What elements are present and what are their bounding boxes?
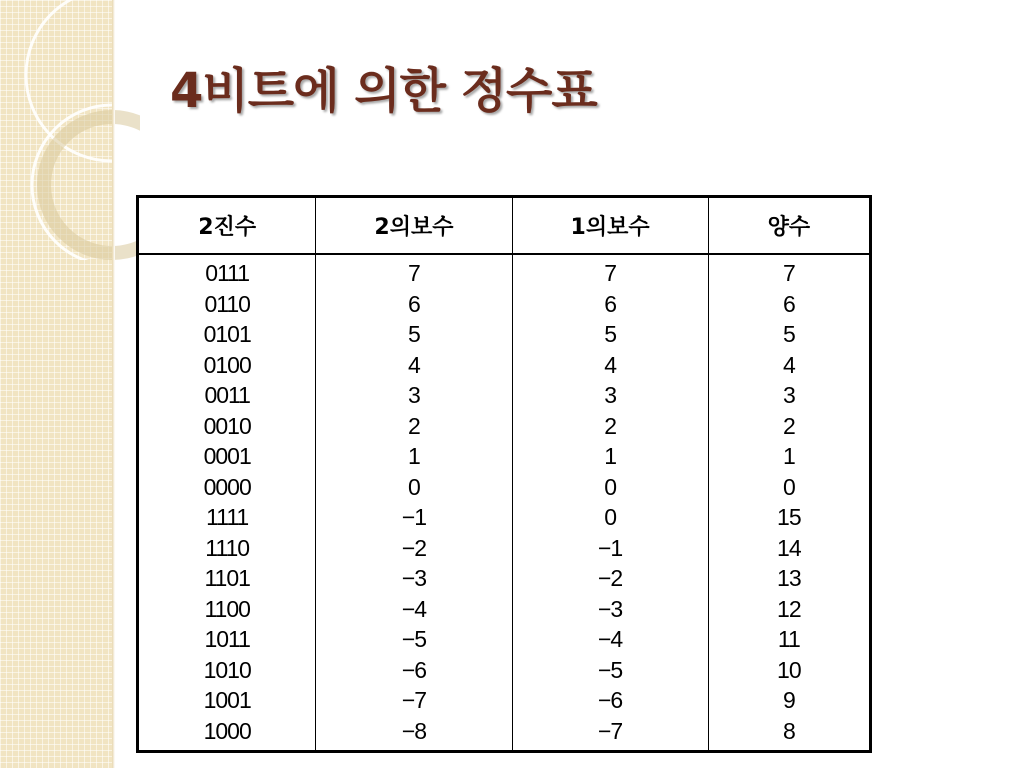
table-cell: 1000 bbox=[203, 717, 251, 744]
table-cell: 8 bbox=[782, 717, 795, 744]
table-cell: 6 bbox=[604, 290, 616, 317]
table-cell: 4 bbox=[408, 351, 420, 378]
table-cell: 0001 bbox=[203, 443, 251, 469]
table-cell: 0010 bbox=[203, 412, 251, 439]
table-cell: 4 bbox=[782, 351, 795, 378]
table-cell: 6 bbox=[782, 290, 795, 317]
decorative-side-panel bbox=[0, 0, 112, 768]
table-cell: 7 bbox=[408, 260, 420, 286]
header-binary: 2진수 bbox=[138, 197, 316, 255]
table-cell: 7 bbox=[604, 260, 616, 286]
table-cell: −5 bbox=[597, 656, 623, 683]
table-cell: 0 bbox=[604, 473, 616, 500]
table-cell: 2 bbox=[604, 412, 616, 439]
table-cell: 10 bbox=[777, 656, 801, 683]
table-cell: 9 bbox=[782, 687, 795, 713]
binary-column bbox=[138, 254, 316, 752]
table-cell: −3 bbox=[597, 595, 623, 622]
table-cell: −5 bbox=[401, 626, 427, 652]
table-cell: 3 bbox=[782, 382, 795, 408]
table-cell: 14 bbox=[777, 534, 801, 561]
table-cell: 0100 bbox=[203, 351, 251, 378]
twos-complement-column bbox=[316, 254, 512, 752]
table-cell: 0000 bbox=[203, 473, 251, 500]
decorative-circles bbox=[0, 0, 140, 260]
table-cell: −6 bbox=[401, 656, 427, 683]
table-cell: 3 bbox=[604, 382, 616, 408]
table-cell: −7 bbox=[401, 687, 427, 713]
unsigned-column bbox=[708, 254, 870, 752]
table-cell: −1 bbox=[597, 534, 623, 561]
table-cell: 4 bbox=[604, 351, 616, 378]
header-row bbox=[138, 197, 871, 255]
table-cell: −8 bbox=[401, 717, 427, 744]
table-cell: 5 bbox=[604, 321, 616, 347]
table-cell: 13 bbox=[777, 565, 801, 591]
table-cell: 15 bbox=[777, 504, 801, 530]
header-twos-complement: 2의보수 bbox=[316, 197, 512, 255]
table-body-row bbox=[138, 254, 871, 752]
table-cell: 1 bbox=[782, 443, 795, 469]
table-cell: 1011 bbox=[204, 626, 250, 652]
table-cell: 12 bbox=[777, 595, 801, 622]
table-cell: −4 bbox=[401, 595, 427, 622]
table-cell: 2 bbox=[782, 412, 795, 439]
table-cell: 1 bbox=[408, 443, 420, 469]
table-cell: 1 bbox=[604, 443, 616, 469]
table-cell: −3 bbox=[401, 565, 427, 591]
table-cell: 1101 bbox=[204, 565, 250, 591]
table-cell: 1001 bbox=[203, 687, 251, 713]
table-cell: 3 bbox=[408, 382, 420, 408]
integer-table bbox=[136, 195, 872, 753]
table-cell: 0101 bbox=[203, 321, 251, 347]
table-cell: 7 bbox=[782, 260, 795, 286]
table-cell: 1010 bbox=[203, 656, 251, 683]
table-cell: 0110 bbox=[204, 290, 250, 317]
table-cell: 5 bbox=[408, 321, 420, 347]
table-cell: 1111 bbox=[206, 504, 249, 530]
table-cell: 6 bbox=[408, 290, 420, 317]
table-cell: 1100 bbox=[204, 595, 250, 622]
table-cell: −7 bbox=[597, 717, 623, 744]
table-cell: 5 bbox=[782, 321, 795, 347]
table-cell: 2 bbox=[408, 412, 420, 439]
table-cell: 1110 bbox=[205, 534, 250, 561]
slide-title: 4비트에 의한 정수표 bbox=[170, 63, 597, 119]
table-cell: 0011 bbox=[204, 382, 250, 408]
side-panel-edge bbox=[112, 0, 115, 768]
table-cell: −2 bbox=[597, 565, 623, 591]
table-cell: −6 bbox=[597, 687, 623, 713]
table-cell: 0 bbox=[604, 504, 616, 530]
header-ones-complement: 1의보수 bbox=[512, 197, 708, 255]
table-cell: 0111 bbox=[205, 260, 250, 286]
table-cell: 11 bbox=[777, 626, 800, 652]
table-cell: −1 bbox=[401, 504, 427, 530]
header-unsigned: 양수 bbox=[708, 197, 870, 255]
table-cell: −4 bbox=[597, 626, 623, 652]
table-cell: 0 bbox=[782, 473, 795, 500]
table-cell: −2 bbox=[401, 534, 427, 561]
ones-complement-column bbox=[512, 254, 708, 752]
table-cell: 0 bbox=[408, 473, 420, 500]
